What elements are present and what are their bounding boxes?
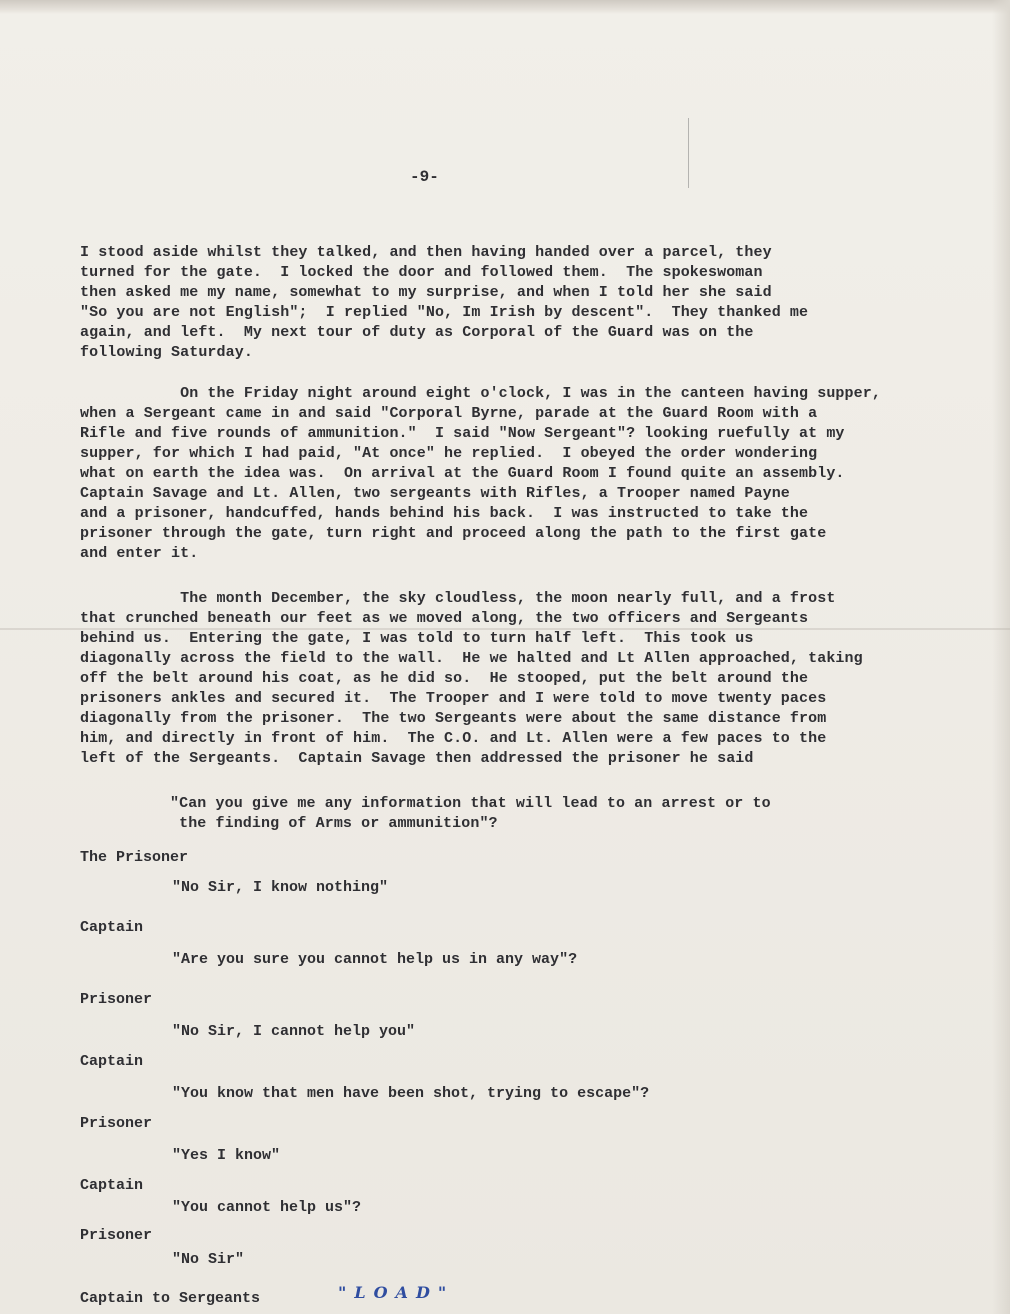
paper-top-edge: [0, 0, 1010, 14]
speech-line: "No Sir, I cannot help you": [172, 1023, 416, 1040]
final-speaker-label: Captain to Sergeants: [80, 1290, 261, 1307]
handwritten-annotation: "LOAD": [338, 1283, 455, 1302]
speaker-label: Captain: [80, 1053, 144, 1070]
speech-line: "No Sir, I know nothing": [172, 879, 389, 896]
speaker-label: Prisoner: [80, 1227, 153, 1244]
page-number: -9-: [410, 168, 439, 186]
speaker-label: Prisoner: [80, 1115, 153, 1132]
speech-line: "You cannot help us"?: [172, 1199, 362, 1216]
speech-line: "No Sir": [172, 1251, 245, 1268]
speech-line: "Yes I know": [172, 1147, 281, 1164]
paragraph-1: I stood aside whilst they talked, and then having handed over a parcel, they turned for the gate. I locked the door and followed them. The spokeswoman then asked me my name, somewhat to my surprise, and when I told her she said "So you are not English"; I replied "No, Im Irish by descent". They thanked me again, and left. My next tour of duty as Corporal of the Guard was on the following Saturday.: [80, 244, 809, 361]
speaker-label: Captain: [80, 919, 144, 936]
speech-line: "You know that men have been shot, trying to escape"?: [172, 1085, 650, 1102]
speaker-label: Prisoner: [80, 991, 153, 1008]
speech-line: "Are you sure you cannot help us in any way"?: [172, 951, 578, 968]
paper-right-edge: [992, 0, 1010, 1314]
paragraph-3: The month December, the sky cloudless, the moon nearly full, and a frost that crunched beneath our feet as we moved along, the two officers and Sergeants behind us. Entering the gate, I was told to turn half left. This took us diagonally across the field to the wall. He we halted and Lt Allen approached, taking off the belt around his coat, as he did so. He stooped, put the belt around the prisoners ankles and secured it. The Trooper and I were told to move twenty paces diagonally from the prisoner. The two Sergeants were about the same distance from him, and directly in front of him. The C.O. and Lt. Allen were a few paces to the left of the Sergeants. Captain Savage then addressed the prisoner he said: [80, 590, 863, 767]
captain-question: "Can you give me any information that will lead to an arrest or to the finding of Arms or ammunition"?: [170, 795, 771, 832]
speaker-label: Captain: [80, 1177, 144, 1194]
paragraph-2: On the Friday night around eight o'clock, I was in the canteen having supper, when a Sergeant came in and said "Corporal Byrne, parade at the Guard Room with a Rifle and five rounds of ammunition." I said "Now Sergeant"? looking ruefully at my supper, for which I had paid, "At once" he replied. I obeyed the order wondering what on earth the idea was. On arrival at the Guard Room I found quite an assembly. Captain Savage and Lt. Allen, two sergeants with Rifles, a Trooper named Payne and a prisoner, handcuffed, hands behind his back. I was instructed to take the prisoner through the gate, turn right and proceed along the path to the first gate and enter it.: [80, 385, 881, 562]
margin-pencil-mark: [688, 118, 689, 188]
speaker-label: The Prisoner: [80, 849, 189, 866]
